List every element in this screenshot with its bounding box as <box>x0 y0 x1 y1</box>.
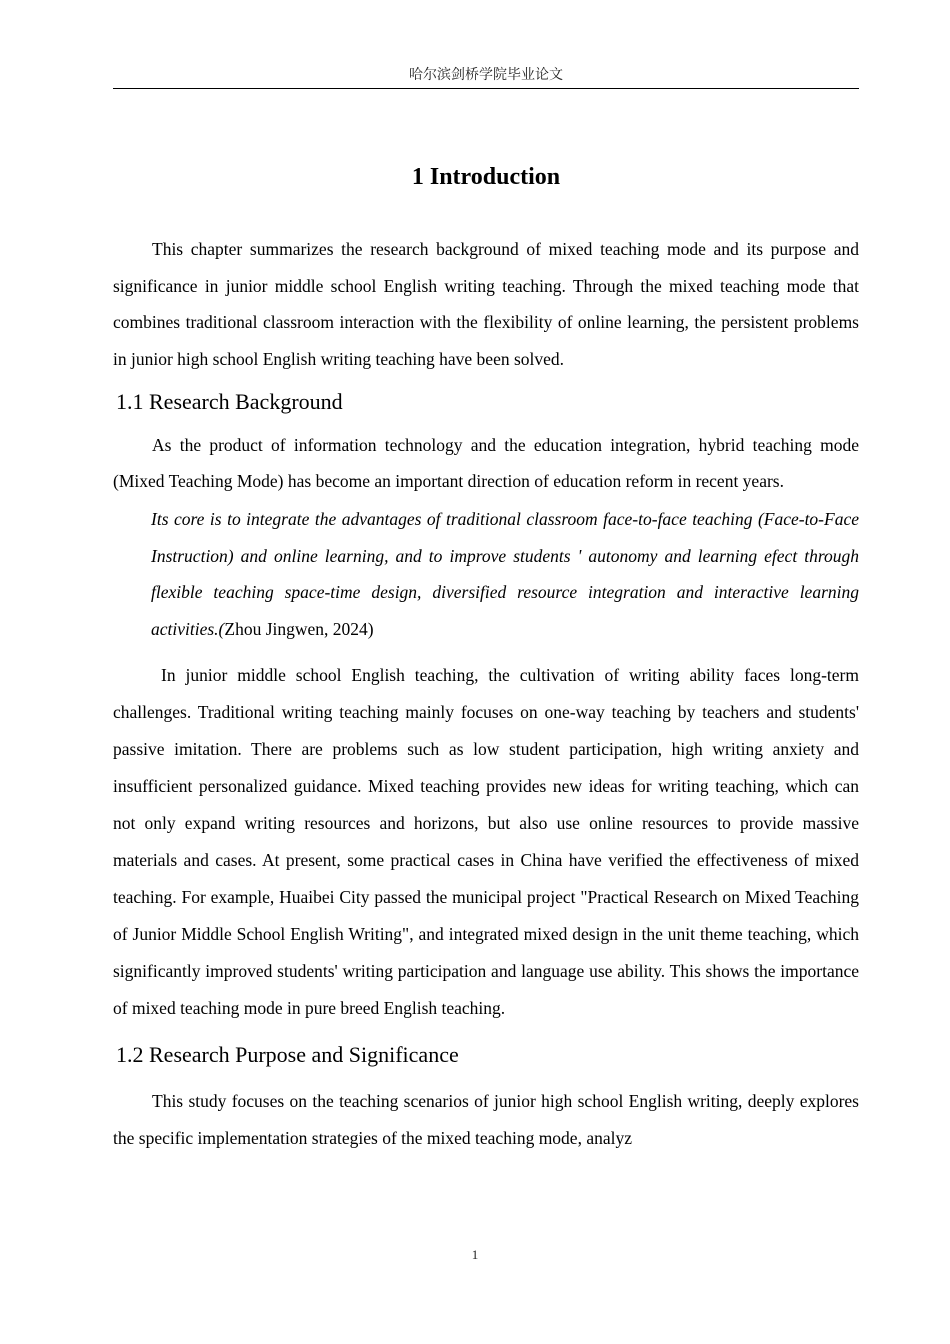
purpose-paragraph: This study focuses on the teaching scenarios of junior high school English writing, deeply explores the specific implementation strategies of the mixed teaching mode, analyz <box>113 1091 859 1148</box>
header-rule <box>113 88 859 89</box>
writing-teaching-paragraph: In junior middle school English teaching, the cultivation of writing ability faces long-term challenges. Traditional writing teaching mainly focuses on one-way teaching by teachers and students' passive imitation. There are problems such as low student participation, high writing anxiety and insufficient personalized guidance. Mixed teaching provides new ideas for writing teaching, which can not only expand writing resources and horizons, but also use online resources to provide massive materials and cases. At present, some practical cases in China have verified the effectiveness of mixed teaching. For example, Huaibei City passed the municipal project "Practical Research on Mixed Teaching of Junior Middle School English Writing", and integrated mixed design in the unit theme teaching, which significantly improved students' writing participation and language use ability. This shows the importance of mixed teaching mode in pure breed English teaching. <box>113 665 859 1019</box>
page-body <box>113 160 859 1156</box>
page-number: 1 <box>471 1247 479 1262</box>
block-quote-text: Its core is to integrate the advantages of traditional classroom face-to-face teaching (Face-to-Face Instruction) and online learning, and to improve students ' autonomy and learning efect through flexible teaching space-time design, diversified resource integration and interactive learning activities.( <box>151 509 859 639</box>
page-header: 哈尔滨剑桥学院毕业论文 <box>409 68 563 83</box>
section-heading-research-background: 1.1 Research Background <box>116 389 343 414</box>
chapter-title: 1 Introduction <box>411 164 561 190</box>
block-quote <box>151 501 859 647</box>
section-heading-purpose-significance: 1.2 Research Purpose and Significance <box>116 1042 459 1068</box>
block-quote-citation: Zhou Jingwen, 2024) <box>224 618 374 639</box>
chapter-intro-paragraph: This chapter summarizes the research background of mixed teaching mode and its purpose and significance in junior middle school English writing teaching. Through the mixed teaching mode that combines traditional classroom interaction with the flexibility of online learning, the persistent problems in junior high school English writing teaching have been solved. <box>113 239 859 369</box>
background-paragraph: As the product of information technology and the education integration, hybrid teaching mode (Mixed Teaching Mode) has become an important direction of education reform in recent years. <box>113 435 859 491</box>
